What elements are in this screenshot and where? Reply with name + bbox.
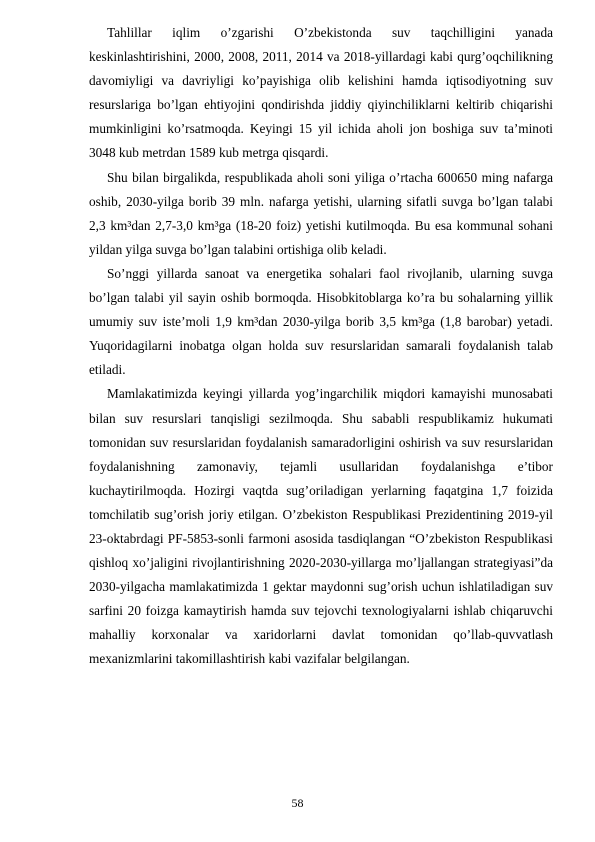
paragraph-3: So’nggi yillarda sanoat va energetika sohalari faol rivojlanib, ularning suvga bo’lgan talabi yil sayin oshib bormoqda. Hisobkitoblarga ko’ra bu sohalarning yillik umumiy suv iste’moli 1,9 km³dan 2030-yilga borib 3,5 km³ga (1,8 barobar) yetadi. Yuqoridagilarni inobatga olgan holda suv resurslaridan samarali foydalanish talab etiladi.	[89, 265, 553, 378]
page-number: 58	[291, 796, 304, 810]
paragraph-2: Shu bilan birgalikda, respublikada aholi soni yiliga o’rtacha 600650 ming nafarga oshib, 2030-yilga borib 39 mln. nafarga yetishi, ularning sifatli suvga bo’lgan talabi 2,3 km³dan 2,7-3,0 km³ga (18-20 foiz) yetishi kutilmoqda. Bu esa kommunal sohani yildan yilga suvga bo’lgan talabini ortishiga olib keladi.	[89, 169, 553, 257]
body-text	[89, 21, 553, 672]
paragraph-4: Mamlakatimizda keyingi yillarda yog’ingarchilik miqdori kamayishi munosabati bilan suv resurslari tanqisligi sezilmoqda. Shu sababli respublikamiz hukumati tomonidan suv resurslaridan foydalanish samaradorligini oshirish va suv resurslaridan foydalanishning zamonaviy, tejamli usullaridan foydalanishga e’tibor kuchaytirilmoqda. Hozirgi vaqtda sug’oriladigan yerlarning faqatgina 1,7 foizida tomchilatib sug’orish joriy etilgan. O’zbekiston Respublikasi Prezidentining 2019-yil 23-oktabrdagi PF-5853-sonli farmoni asosida tasdiqlangan “O’zbekiston Respublikasi qishloq xo’jaligini rivojlantirishning 2020-2030-yillarga mo’ljallangan strategiyasi”da 2030-yilgacha mamlakatimizda 1 gektar maydonni sug’orish uchun ishlatiladigan suv sarfini 20 foizga kamaytirish hamda suv tejovchi texnologiyalarni ishlab chiqaruvchi mahalliy korxonalar va xaridorlarni davlat tomonidan qo’llab-quvvatlash mexanizmlarini takomillashtirish kabi vazifalar belgilangan.	[89, 386, 553, 667]
paragraph-1: Tahlillar iqlim o’zgarishi O’zbekistonda suv taqchilligini yanada keskinlashtirishini, 2000, 2008, 2011, 2014 va 2018-yillardagi kabi qurg’oqchilikning davomiyligi va davriyligi ko’payishiga olib kelishini hamda iqtisodiyotning suv resurslariga bo’lgan ehtiyojini qondirishda jiddiy qiyinchiliklarni keltirib chiqarishi mumkinligini ko’rsatmoqda. Keyingi 15 yil ichida aholi jon boshiga suv ta’minoti 3048 kub metrdan 1589 kub metrga qisqardi.	[89, 25, 553, 161]
